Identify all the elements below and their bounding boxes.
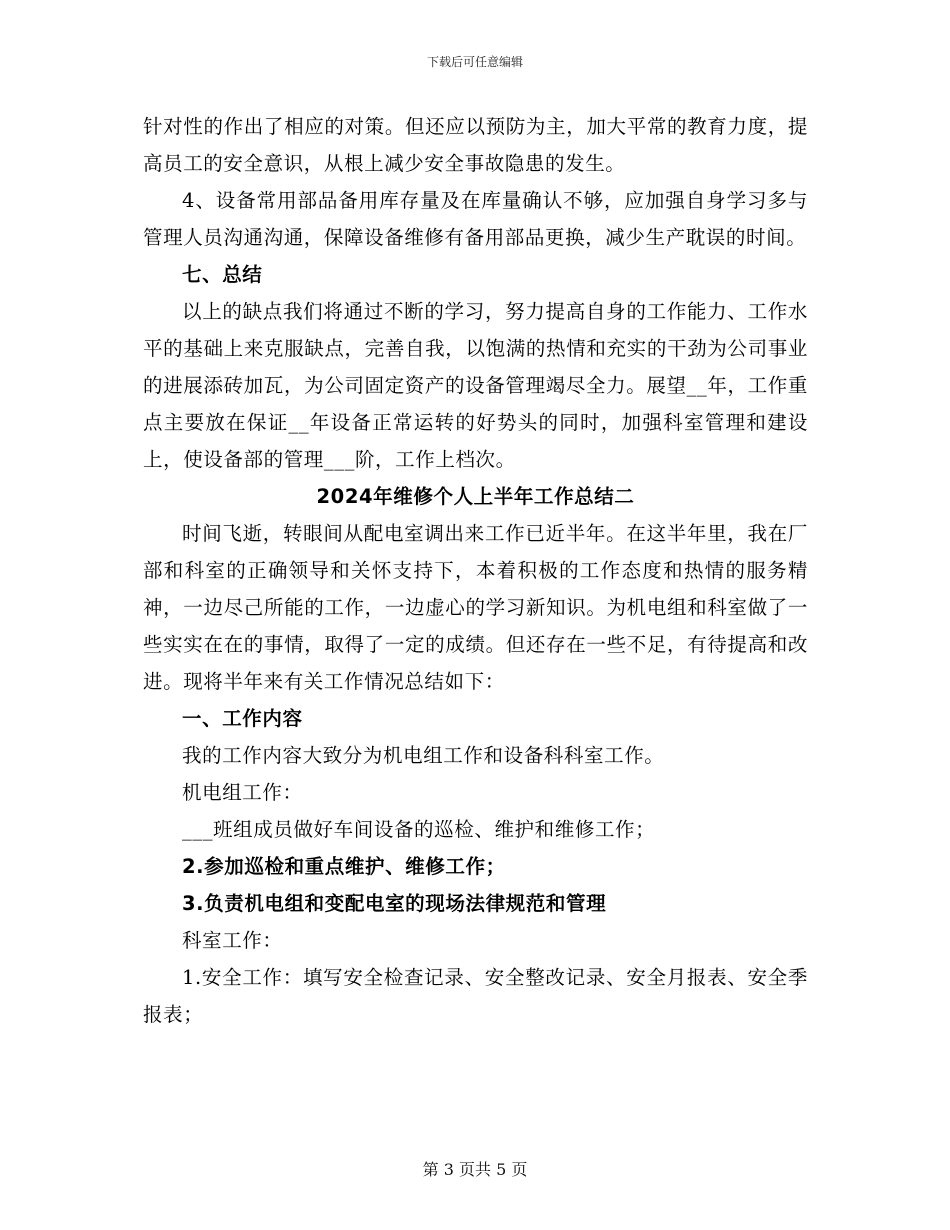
paragraph-intro: 时间飞逝，转眼间从配电室调出来工作已近半年。在这半年里，我在厂部和科室的正确领导和关怀支持下，本着积极的工作态度和热情的服务精神，一边尽己所能的工作，一边虚心的学习新知识。为机电组和科室做了一些实实在在的事情，取得了一定的成绩。但还存在一些不足，有待提高和改进。现将半年来有关工作情况总结如下：: [143, 522, 808, 693]
paragraph-work-content: 我的工作内容大致分为机电组工作和设备科科室工作。: [182, 744, 665, 767]
paragraph-summary: 以上的缺点我们将通过不断的学习，努力提高自身的工作能力、工作水平的基础上来克服缺点，完善自我，以饱满的热情和充实的干劲为公司事业的进展添砖加瓦，为公司固定资产的设备管理竭尽全力。展望__年，工作重点主要放在保证__年设备正常运转的好势头的同时，加强科室管理和建设上，使设备部的管理___阶，工作上档次。: [143, 300, 808, 471]
list-item-safety: 1.安全工作：填写安全检查记录、安全整改记录、安全月报表、安全季报表；: [143, 966, 808, 1026]
page-header: 下载后可任意编辑: [426, 55, 523, 69]
paragraph-spare-parts: 4、设备常用部品备用库存量及在库量确认不够，应加强自身学习多与管理人员沟通沟通，保障设备维修有备用部品更换，减少生产耽误的时间。: [143, 189, 808, 249]
section-heading-work-content: 一、工作内容: [182, 707, 303, 730]
paragraph-office-work: 科室工作：: [182, 929, 283, 952]
list-item-1: ___班组成员做好车间设备的巡检、维护和维修工作；: [182, 818, 656, 841]
page-footer: 第 3 页共 5 页: [422, 1160, 528, 1179]
paragraph-countermeasures: 针对性的作出了相应的对策。但还应以预防为主，加大平常的教育力度，提高员工的安全意识，从根上减少安全事故隐患的发生。: [143, 115, 808, 175]
list-item-3: 3.负责机电组和变配电室的现场法律规范和管理: [182, 892, 607, 915]
paragraph-mechanical-group: 机电组工作：: [182, 781, 303, 804]
list-item-2: 2.参加巡检和重点维护、维修工作；: [182, 855, 506, 878]
document-title-2: 2024年维修个人上半年工作总结二: [316, 485, 635, 508]
section-heading-summary: 七、总结: [182, 263, 263, 286]
document-body: [143, 108, 808, 1033]
